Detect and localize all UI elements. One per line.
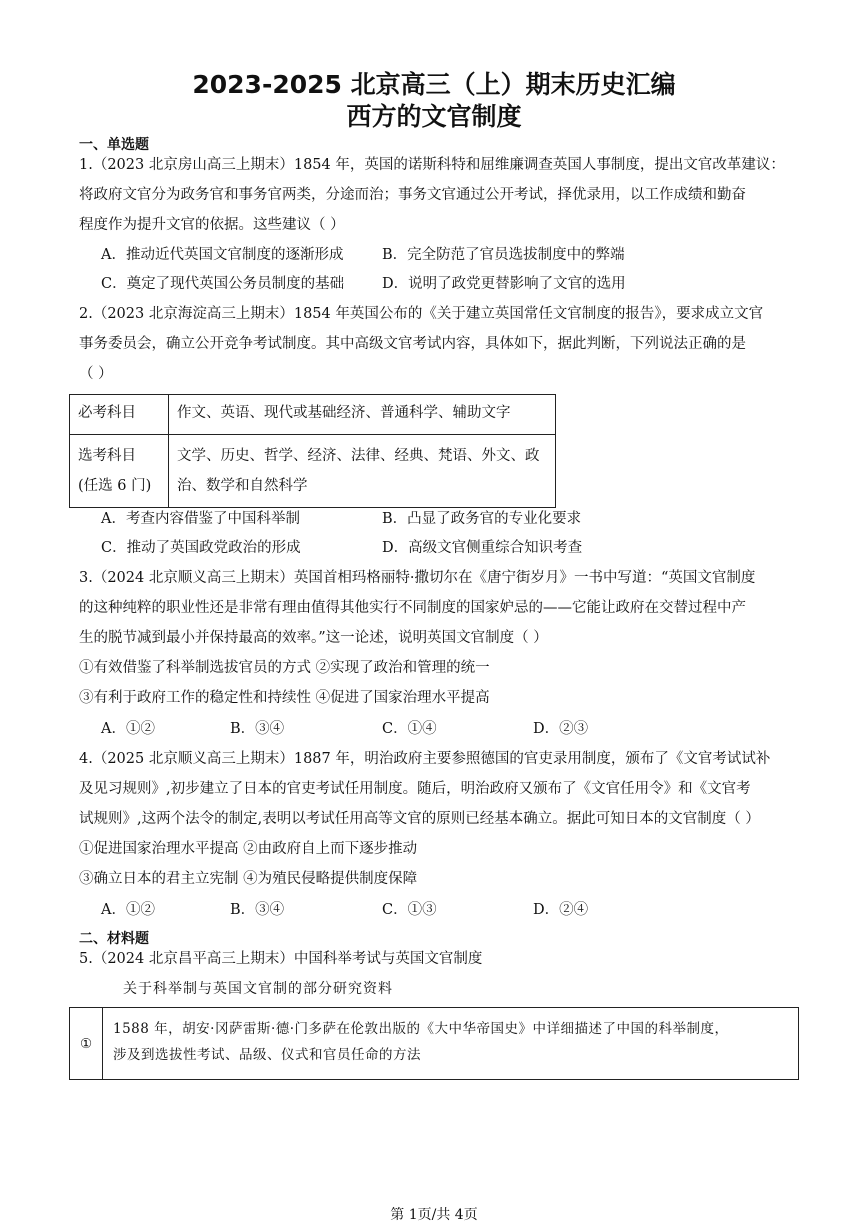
table-row: [70, 435, 556, 508]
document-title: 2023-2025 北京高三（上）期末历史汇编: [192, 70, 676, 99]
question-3-option-c: C．①④: [382, 721, 437, 737]
question-1-option-c: C．奠定了现代英国公务员制度的基础: [101, 276, 345, 292]
question-2-line: 事务委员会，确立公开竞争考试制度。其中高级文官考试内容，具体如下，据此判断，下列说法正确的是: [79, 336, 746, 352]
question-4-option-a: A．①②: [101, 902, 155, 918]
table-cell-content-line: 文学、历史、哲学、经济、法律、经典、梵语、外文、政: [177, 448, 540, 464]
question-4-line: 4.（2025 北京顺义高三上期末）1887 年，明治政府主要参照德国的官吏录用制度，颁布了《文官考试试补: [79, 751, 771, 767]
question-3-statements: ③有利于政府工作的稳定性和持续性 ④促进了国家治理水平提高: [79, 690, 490, 706]
question-4-option-b: B．③④: [230, 902, 285, 918]
question-2-option-b: B．凸显了政务官的专业化要求: [382, 511, 582, 527]
question-3-line: 3.（2024 北京顺义高三上期末）英国首相玛格丽特·撒切尔在《唐宁街岁月》一书中写道：“英国文官制度: [79, 570, 756, 586]
question-1-option-d: D．说明了政党更替影响了文官的选用: [382, 276, 626, 292]
table-row: [70, 1008, 799, 1080]
section-heading-single-choice: 一、单选题: [79, 137, 149, 153]
question-4-option-c: C．①③: [382, 902, 437, 918]
table-cell-label-line: (任选 6 门): [78, 478, 152, 494]
table-cell-content-line: 治、数学和自然科学: [177, 478, 308, 494]
question-1-line: 程度作为提升文官的依据。这些建议（ ）: [79, 217, 345, 233]
question-2-option-c: C．推动了英国政党政治的形成: [101, 540, 301, 556]
table-cell-label: [70, 435, 169, 508]
table-cell-content: 作文、英语、现代或基础经济、普通科学、辅助文字: [169, 395, 556, 435]
question-4-line: 及见习规则》,初步建立了日本的官吏考试任用制度。随后，明治政府又颁布了《文官任用令》和《文官考: [79, 781, 751, 797]
question-1-option-b: B．完全防范了官员选拔制度中的弊端: [382, 247, 625, 263]
question-2-line: （ ）: [79, 366, 113, 382]
question-4-statements: ③确立日本的君主立宪制 ④为殖民侵略提供制度保障: [79, 871, 418, 887]
question-2-option-a: A．考查内容借鉴了中国科举制: [101, 511, 300, 527]
question-3-line: 的这种纯粹的职业性还是非常有理由值得其他实行不同制度的国家妒忌的——它能让政府在交替过程中产: [79, 600, 746, 616]
question-2-option-d: D．高级文官侧重综合知识考查: [382, 540, 583, 556]
question-4-statements: ①促进国家治理水平提高 ②由政府自上而下逐步推动: [79, 841, 418, 857]
exam-subjects-table: [69, 394, 556, 508]
material-caption: 关于科举制与英国文官制的部分研究资料: [123, 981, 393, 997]
material-table: [69, 1007, 799, 1080]
question-3-statements: ①有效借鉴了科举制选拔官员的方式 ②实现了政治和管理的统一: [79, 660, 490, 676]
question-4-option-d: D．②④: [533, 902, 589, 918]
question-1-line: 将政府文官分为政务官和事务官两类，分途而治；事务文官通过公开考试，择优录用，以工作成绩和勤奋: [79, 187, 746, 203]
table-cell-content: [169, 435, 556, 508]
question-3-line: 生的脱节减到最小并保持最高的效率。”这一论述，说明英国文官制度（ ）: [79, 630, 548, 646]
table-cell-label-line: 选考科目: [78, 448, 136, 464]
material-number: ①: [70, 1008, 103, 1080]
page-footer: 第 1页/共 4页: [390, 1207, 478, 1223]
table-cell-label: 必考科目: [70, 395, 169, 435]
material-content-line: 涉及到选拔性考试、品级、仪式和官员任命的方法: [113, 1047, 421, 1063]
question-1-option-a: A．推动近代英国文官制度的逐渐形成: [101, 247, 344, 263]
section-heading-material: 二、材料题: [79, 931, 149, 947]
material-content-line: 1588 年，胡安·冈萨雷斯·德·门多萨在伦敦出版的《大中华帝国史》中详细描述了中国的科举制度，: [113, 1021, 729, 1037]
document-subtitle: 西方的文官制度: [346, 102, 522, 131]
question-3-option-b: B．③④: [230, 721, 285, 737]
question-1-line: 1.（2023 北京房山高三上期末）1854 年，英国的诺斯科特和屈维廉调查英国人事制度，提出文官改革建议：: [79, 157, 785, 173]
question-4-line: 试规则》,这两个法令的制定,表明以考试任用高等文官的原则已经基本确立。据此可知日本的文官制度（ ）: [79, 811, 760, 827]
question-3-option-d: D．②③: [533, 721, 589, 737]
question-3-option-a: A．①②: [101, 721, 155, 737]
material-content: [103, 1008, 799, 1080]
table-row: [70, 395, 556, 435]
question-2-line: 2.（2023 北京海淀高三上期末）1854 年英国公布的《关于建立英国常任文官制度的报告》，要求成立文官: [79, 306, 764, 322]
question-5-line: 5.（2024 北京昌平高三上期末）中国科举考试与英国文官制度: [79, 951, 483, 967]
